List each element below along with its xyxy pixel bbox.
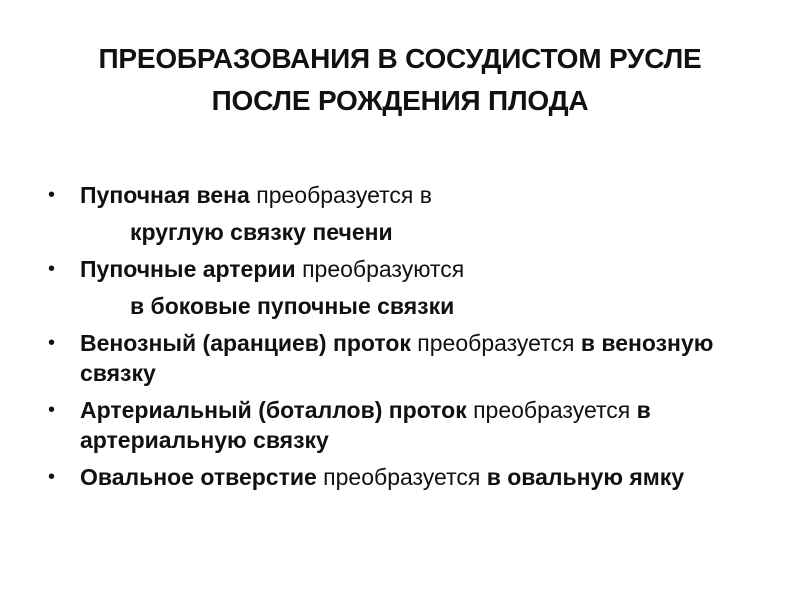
item-text: преобразуются xyxy=(295,256,465,282)
item-text: преобразуется xyxy=(466,397,637,423)
bullet-icon: • xyxy=(48,332,56,354)
title-line-2: ПОСЛЕ РОЖДЕНИЯ ПЛОДА xyxy=(211,85,589,116)
list-item xyxy=(44,180,774,210)
bullet-icon: • xyxy=(48,184,56,206)
list-item xyxy=(44,462,774,492)
item-text: преобразуется xyxy=(316,464,487,490)
item-term: Пупочная вена xyxy=(80,182,250,208)
list-item xyxy=(44,328,774,388)
item-result: в боковые пупочные связки xyxy=(130,293,455,319)
slide-title xyxy=(40,38,760,122)
item-text: преобразуется в xyxy=(249,182,432,208)
item-result: в овальную ямку xyxy=(486,464,685,490)
bullet-icon: • xyxy=(48,258,56,280)
item-term: Венозный (аранциев) проток xyxy=(80,330,411,356)
bullet-icon: • xyxy=(48,466,56,488)
bullet-list xyxy=(44,180,774,499)
list-item-continuation xyxy=(44,217,774,247)
item-text: преобразуется xyxy=(410,330,581,356)
list-item xyxy=(44,254,774,284)
list-item-continuation xyxy=(44,291,774,321)
title-line-1: ПРЕОБРАЗОВАНИЯ В СОСУДИСТОМ РУСЛЕ xyxy=(98,43,702,74)
item-result: в венозную связку xyxy=(80,330,714,386)
list-item xyxy=(44,395,774,455)
item-term: Овальное отверстие xyxy=(80,464,317,490)
item-term: Артериальный (боталлов) проток xyxy=(80,397,467,423)
item-term: Пупочные артерии xyxy=(80,256,296,282)
item-result: круглую связку печени xyxy=(130,219,393,245)
bullet-icon: • xyxy=(48,399,56,421)
item-result: в артериальную связку xyxy=(80,397,651,453)
